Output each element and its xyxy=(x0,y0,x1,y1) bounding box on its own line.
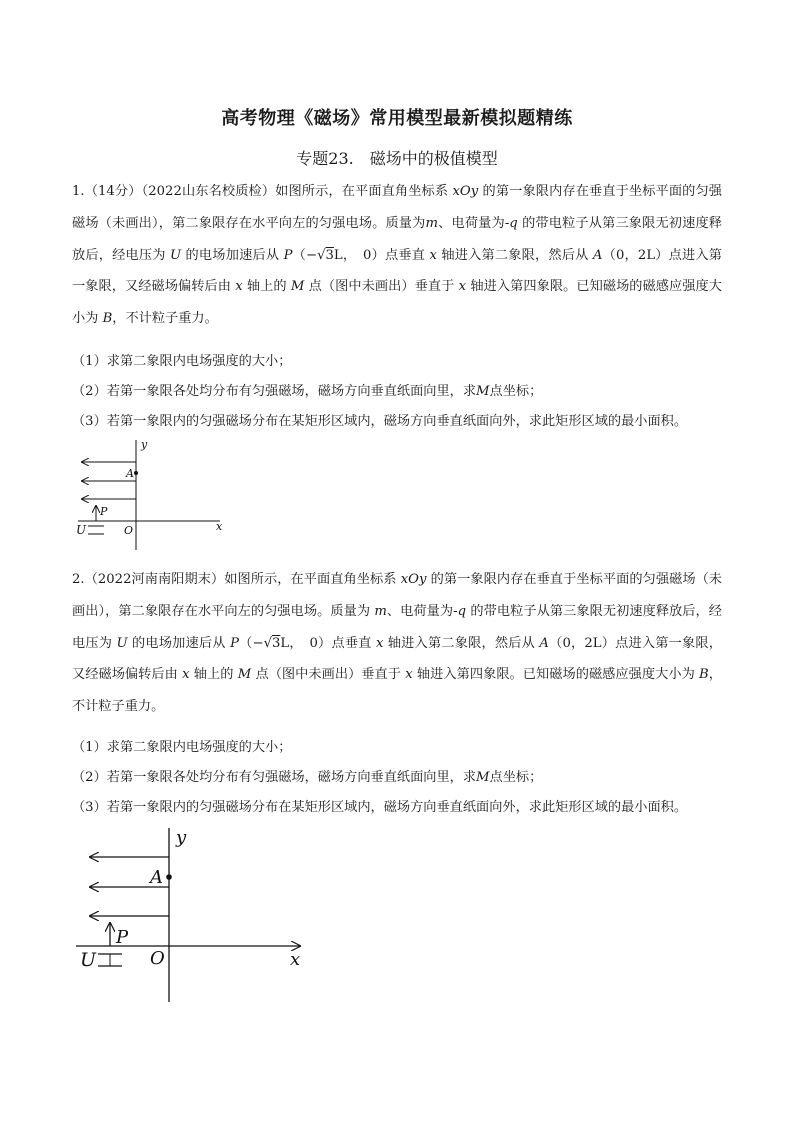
var-u: U xyxy=(116,635,128,651)
page-title: 高考物理《磁场》常用模型最新模拟题精练 xyxy=(221,108,573,129)
q2-text: （2）若第一象限各处均分布有匀强磁场，磁场方向垂直纸面向里，求 xyxy=(72,770,477,785)
var-x: x xyxy=(405,667,413,683)
body-text: 如图所示，在平面直角坐标系 xyxy=(275,184,453,199)
var-a: A xyxy=(539,635,549,651)
point-a xyxy=(134,471,138,475)
problem-1-q1: （1）求第二象限内电场强度的大小； xyxy=(72,354,292,369)
var-m: m xyxy=(425,215,438,231)
body-text: 轴上的 xyxy=(189,667,238,683)
label-p: P xyxy=(116,927,129,948)
body-text: ，不计粒子重力。 xyxy=(72,667,722,715)
body-text: 轴进入第二象限，然后从 xyxy=(383,635,540,651)
label-u: U xyxy=(80,949,97,971)
var-m-point: M xyxy=(290,279,305,295)
coord-text: （0，2L） xyxy=(548,635,616,651)
problem-2-figure xyxy=(72,826,312,1006)
problem-2-q1: （1）求第二象限内电场强度的大小； xyxy=(72,740,292,755)
problem-number: 2. xyxy=(72,572,85,587)
body-text: 轴进入第四象限。已知磁场的磁感应强度大小为 xyxy=(72,279,722,327)
q2-text: （2）若第一象限各处均分布有匀强磁场，磁场方向垂直纸面向里，求 xyxy=(72,384,477,399)
var-m-point: M xyxy=(476,384,490,399)
body-text: 轴进入第二象限，然后从 xyxy=(436,247,593,263)
label-a: A xyxy=(150,867,163,888)
body-text: 的电场加速后从 xyxy=(127,635,231,651)
label-y: y xyxy=(176,827,187,848)
body-text: 轴上的 xyxy=(242,279,291,295)
var-a: A xyxy=(592,247,603,263)
body-text: 如图所示，在平面直角坐标系 xyxy=(224,572,401,587)
var-q: q xyxy=(509,215,518,231)
body-text: 的第一象限内存在垂直于坐标平面的匀强磁场（未画出），第二象限存在水平向左的匀强电场。质量为 xyxy=(72,572,722,619)
var-m-point: M xyxy=(476,770,490,785)
label-x: x xyxy=(290,949,301,970)
problem-1-figure xyxy=(70,438,240,558)
label-a: A xyxy=(126,467,134,480)
var-m: m xyxy=(374,603,387,619)
body-text: 、电荷量为- xyxy=(386,603,458,619)
label-o: O xyxy=(124,524,134,537)
label-x: x xyxy=(216,520,223,533)
problem-source: （2022河南南阳期末） xyxy=(84,572,225,587)
body-text: 的电场加速后从 xyxy=(181,247,284,263)
var-xoy: xOy xyxy=(452,184,479,199)
point-a xyxy=(166,874,172,880)
problem-1-q2 xyxy=(72,382,732,402)
var-b: B xyxy=(102,311,113,327)
var-p: P xyxy=(230,635,239,651)
body-text: ，不计粒子重力。 xyxy=(112,311,218,327)
problem-2-q2 xyxy=(72,768,732,788)
label-p: P xyxy=(100,505,108,518)
var-u: U xyxy=(170,247,182,263)
var-x: x xyxy=(458,279,467,295)
var-x: x xyxy=(182,667,190,683)
body-text: 的带电粒子从第三象限无初速度释放后，经电压为 xyxy=(72,215,722,263)
body-text: 的带电粒子从第三象限无初速度释放后，经电压为 xyxy=(72,603,722,651)
body-text: 点垂直 xyxy=(384,247,430,263)
body-text: 点垂直 xyxy=(331,635,376,651)
problem-1-q3: （3）若第一象限内的匀强磁场分布在某矩形区域内，磁场方向垂直纸面向外，求此矩形区域的最小面积。 xyxy=(72,414,688,429)
problem-number: 1. xyxy=(72,184,85,199)
coord-text: （0，2L） xyxy=(602,247,669,263)
problem-2-text: 2.（2022河南南阳期末）如图所示，在平面直角坐标系 xOy 的第一象限内存在垂直于坐标平面的匀强磁场（未画出），第二象限存在水平向左的匀强电场。质量为 m、电荷量为-q 的带电粒子从第三象限无初速度释放后，经电压为 U 的电场加速后从 P（−√3L， 0）点垂直 x 轴进入第二象限，然后从 A（0，2L）点进入第一象限，又经磁场偏转后由 x 轴上的 M 点（图中未画出）垂直于 x 轴进入第四象限。已知磁场的磁感应强度大小为 B，不计粒子重力。 xyxy=(72,572,722,715)
page-subtitle: 专题23. 磁场中的极值模型 xyxy=(296,149,498,168)
body-text: 点进入第一象限，又经磁场偏转后由 xyxy=(72,635,722,683)
body-text: 、电荷量为- xyxy=(438,215,510,231)
var-x: x xyxy=(375,635,384,651)
q2-text: 点坐标； xyxy=(489,384,543,399)
body-text: 的第一象限内存在垂直于坐标平面的匀强磁场（未画出），第二象限存在水平向左的匀强电场。质量为 xyxy=(72,184,722,231)
var-m-point: M xyxy=(237,667,252,683)
label-o: O xyxy=(150,948,165,969)
problem-1-text: 1.（14分）（2022山东名校质检）如图所示，在平面直角坐标系 xOy 的第一象限内存在垂直于坐标平面的匀强磁场（未画出），第二象限存在水平向左的匀强电场。质量为m、电荷量为-q 的带电粒子从第三象限无初速度释放后，经电压为 U 的电场加速后从 P（−√3L， 0）点垂直 x 轴进入第二象限，然后从 A（0，2L）点进入第一象限，又经磁场偏转后由 x 轴上的 M 点（图中未画出）垂直于 x 轴进入第四象限。已知磁场的磁感应强度大小为 B，不计粒子重力。 xyxy=(72,184,722,327)
coord-text: （− xyxy=(292,247,318,263)
problem-score: （14分） xyxy=(84,184,142,199)
coord-text: L， 0） xyxy=(333,247,385,263)
problem-2-q3: （3）若第一象限内的匀强磁场分布在某矩形区域内，磁场方向垂直纸面向外，求此矩形区域的最小面积。 xyxy=(72,800,688,815)
var-x: x xyxy=(429,247,437,263)
var-x: x xyxy=(235,279,243,295)
label-y: y xyxy=(141,438,148,451)
coord-text: L， 0） xyxy=(280,635,332,651)
var-xoy: xOy xyxy=(400,572,427,587)
label-u: U xyxy=(76,523,87,537)
sqrt-value: 3 xyxy=(271,635,281,651)
problem-source: （2022山东名校质检） xyxy=(141,184,276,199)
var-p: P xyxy=(283,247,293,263)
q2-text: 点坐标； xyxy=(489,770,543,785)
var-q: q xyxy=(457,603,467,619)
body-text: 点（图中未画出）垂直于 xyxy=(304,279,459,295)
coord-text: （− xyxy=(238,635,264,651)
sqrt-value: 3 xyxy=(325,247,334,263)
body-text: 点进入第一象限，又经磁场偏转后由 xyxy=(72,247,722,295)
body-text: 轴进入第四象限。已知磁场的磁感应强度大小为 xyxy=(412,667,700,683)
var-b: B xyxy=(699,667,709,683)
body-text: 点（图中未画出）垂直于 xyxy=(251,667,406,683)
